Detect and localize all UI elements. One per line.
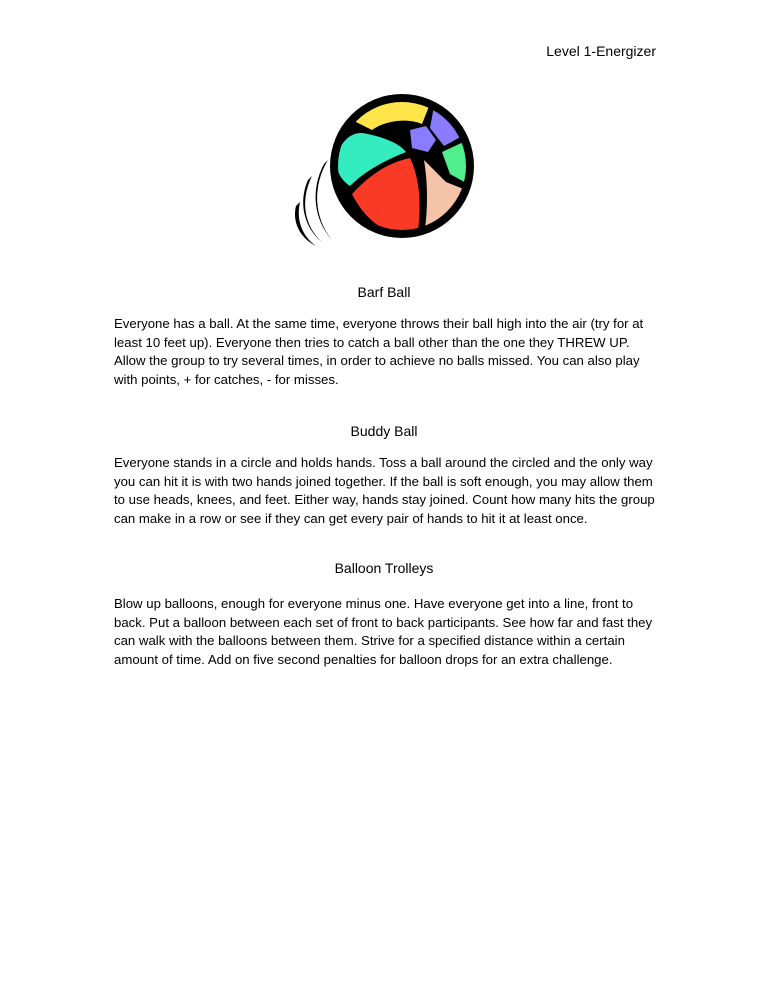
page-header-label: Level 1-Energizer	[546, 43, 656, 59]
section-body-buddy-ball: Everyone stands in a circle and holds hands. Toss a ball around the circled and the only way you can hit it is with two hands joined together. If the ball is soft enough, you may allow them to use heads, knees, and feet. Either way, hands stay joined. Count how many hits the group can make in a row or see if they can get every pair of hands to hit it at least once.	[114, 455, 655, 526]
section-title-balloon-trolleys: Balloon Trolleys	[334, 560, 434, 576]
section-title-buddy-ball: Buddy Ball	[350, 423, 418, 439]
beach-ball-illustration	[290, 90, 480, 250]
section-title-barf-ball: Barf Ball	[357, 284, 411, 300]
section-body-barf-ball: Everyone has a ball. At the same time, everyone throws their ball high into the air (try for at least 10 feet up). Everyone then tries to catch a ball other than the one they THREW UP. Allow the group to try several times, in order to achieve no balls missed. You can also play with points, + for catches, - for misses.	[114, 316, 644, 387]
section-body-balloon-trolleys: Blow up balloons, enough for everyone minus one. Have everyone get into a line, front to back. Put a balloon between each set of front to back participants. See how far and fast they can walk with the balloons between them. Strive for a specified distance within a certain amount of time. Add on five second penalties for balloon drops for an extra challenge.	[114, 596, 653, 667]
beach-ball-icon	[290, 90, 480, 250]
